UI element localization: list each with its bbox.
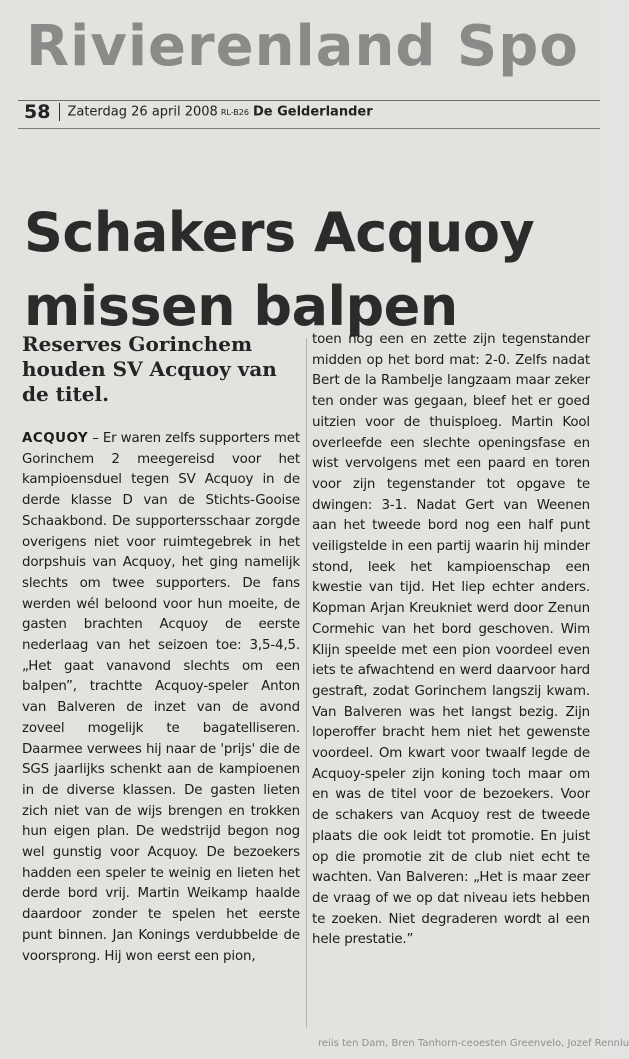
article-column-2 <box>312 330 590 951</box>
article-headline: Schakers Acquoy missen balpen <box>24 201 535 339</box>
masthead-rule-bottom <box>18 128 600 129</box>
edition-code: RL-B26 <box>220 107 249 117</box>
article-dateline-city: ACQUOY <box>22 431 89 446</box>
page-number: 58 <box>24 101 51 123</box>
article-body-column-1 <box>22 429 300 967</box>
newspaper-name: De Gelderlander <box>252 104 373 120</box>
article-column-1 <box>22 332 300 967</box>
article-subheadline: Reserves Gorinchem houden SV Acquoy van de titel. <box>22 332 277 406</box>
reverse-side-bleed-text: reiis ten Dam, Bren Tanhorn-ceoesten Greenvelo, Jozef Rennlu <box>318 1038 629 1049</box>
column-1-text: – Er waren zelfs supporters met Gorinchem 2 meegereisd voor het kampioensduel tegen SV Acquoy in de derde klasse D van de Stichts-Gooise Schaakbond. De supportersschaar zorgde overigens niet voor ruimtegebrek in het dorpshuis van Acquoy, het ging namelijk slechts om twee supporters. De fans werden wél beloond voor hun moeite, de gasten brachten Acquoy de eerste nederlaag van het seizoen toe: 3,5-4,5. „Het gaat vanavond slechts om een balpen”, trachtte Acquoy-speler Anton van Balveren de inzet van de avond zoveel mogelijk te bagatelliseren. Daarmee verwees hij naar de 'prijs' die de SGS jaarlijks schenkt aan de kampioenen in de diverse klassen. De gasten lieten zich niet van de wijs brengen en trokken hun eigen plan. De wedstrijd begon nog wel gunstig voor Acquoy. De bezoekers hadden een speler te weinig en lieten het derde bord vrij. Martin Weikamp haalde daardoor zonder te spelen het eerste punt binnen. Jan Konings verdubbelde de voorsprong. Hij won eerst een pion, <box>22 431 300 964</box>
dateline-separator <box>59 103 60 121</box>
article-body-column-2: toen nog een en zette zijn tegenstander midden op het bord mat: 2-0. Zelfs nadat Bert de la Rambelje langzaam maar zeker ten onder was gegaan, bleef het er goed uitzien voor de thuisploeg. Martin Kool overleefde een slechte openingsfase en wist vervolgens met een paard en toren voor zijn tegenstander tot opgave te dwingen: 3-1. Nadat Gert van Weenen aan het tweede bord nog een half punt veiligstelde in een partij waarin hij minder stond, leek het kampioenschap een kwestie van tijd. Het liep echter anders. Kopman Arjan Kreukniet werd door Zenun Cormehic van het bord geschoven. Wim Klijn speelde met een pion voordeel even iets te afwachtend en werd daarvoor hard gestraft, zodat Gorinchem langszij kwam. Van Balveren was het langst bezig. Zijn loperoffer bracht hem niet het gewenste voordeel. Om kwart voor twaalf legde de Acquoy-speler zijn koning toch maar om en was de titel voor de bezoekers. Voor de schakers van Acquoy rest de tweede plaats die ook leidt tot promotie. En juist op die promotie zit de club niet echt te wachten. Van Balveren: „Het is maar zeer de vraag of we op dat niveau iets hebben te zoeken. Niet degraderen wordt al een hele prestatie.” <box>312 332 590 948</box>
section-title: Rivierenland Spo <box>26 14 579 79</box>
column-divider <box>306 338 307 1028</box>
publication-date: Zaterdag 26 april 2008 <box>67 104 218 120</box>
page-dateline <box>24 101 373 127</box>
